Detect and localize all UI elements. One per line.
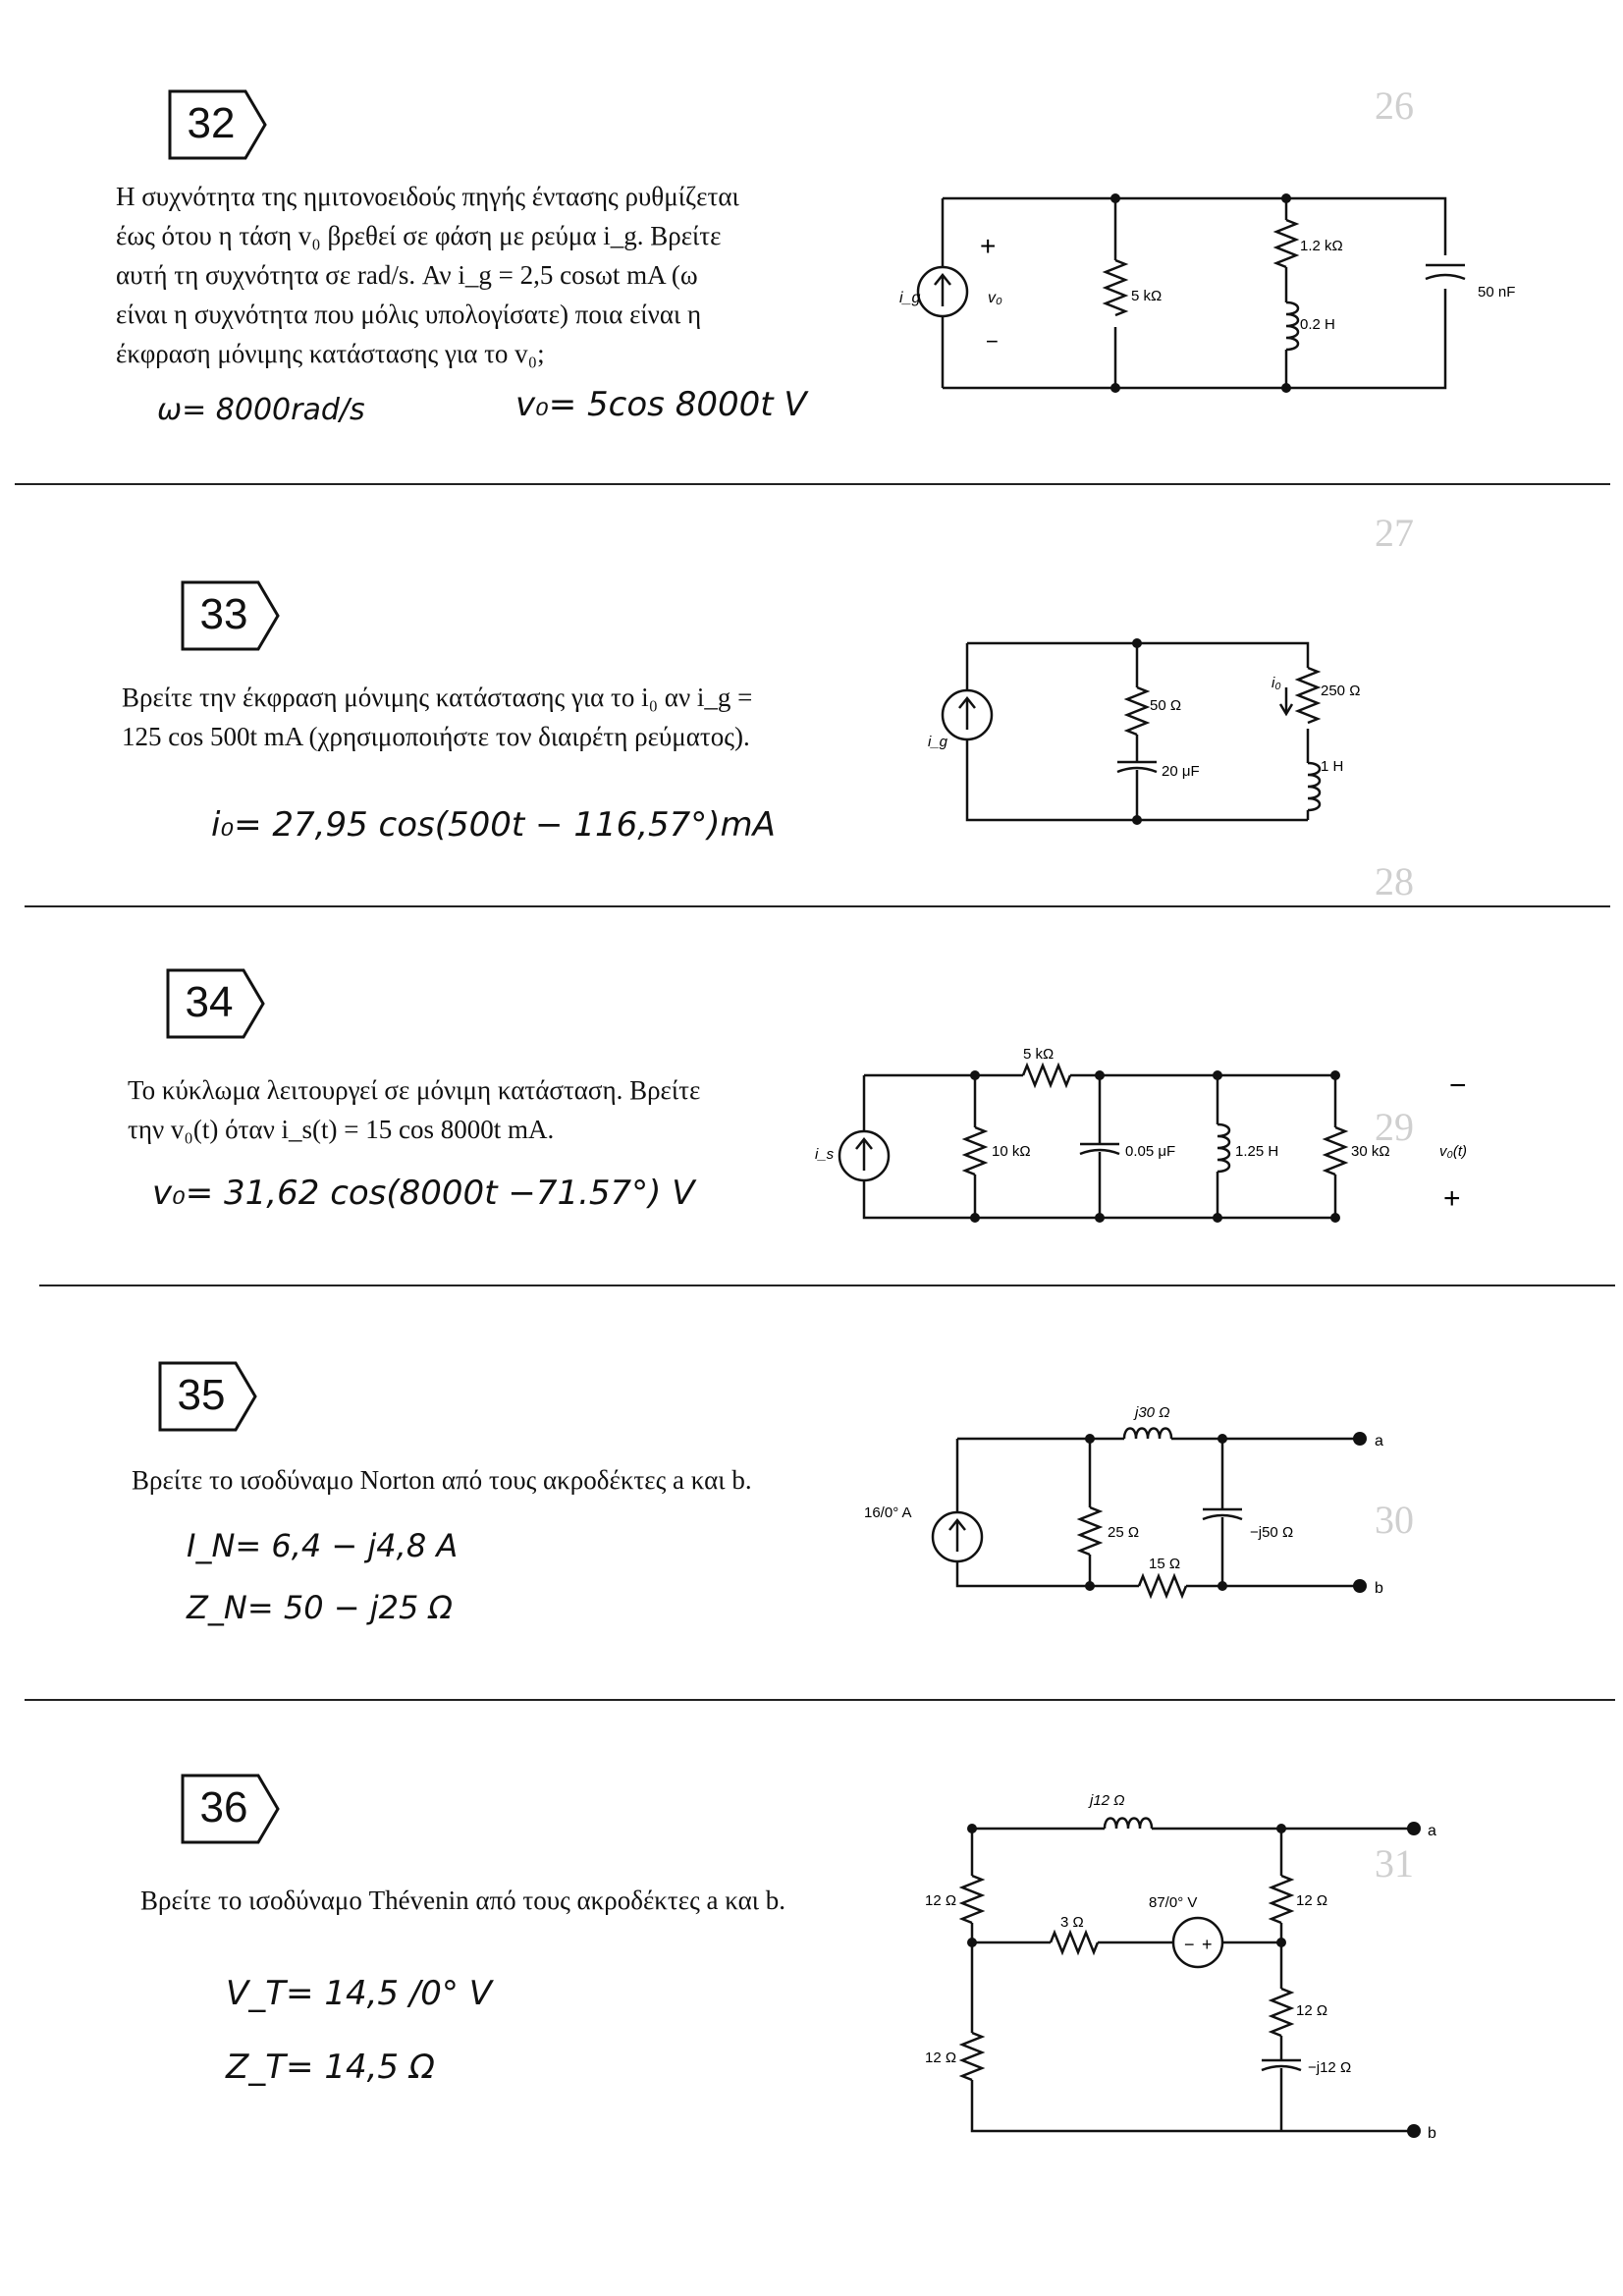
circuit-diagram — [864, 1399, 1414, 1606]
handwritten-answer: V_T= 14,5 /0° V — [226, 1974, 492, 2013]
circuit-label: v₀ — [988, 290, 1002, 306]
problem-number-badge — [180, 1773, 288, 1845]
section-divider — [25, 905, 1610, 907]
circuit-label: i_g — [899, 290, 921, 306]
section-divider — [25, 1699, 1615, 1701]
problem-number-badge — [180, 579, 288, 652]
circuit-label: i_g — [928, 734, 948, 750]
circuit-label: 87/0° V — [1149, 1894, 1198, 1911]
circuit-label: 50 Ω — [1150, 697, 1182, 714]
problem-number: 34 — [185, 978, 234, 1026]
circuit-label: 1 H — [1321, 758, 1344, 775]
terminal-a: a — [1375, 1433, 1383, 1449]
circuit-label: i_s — [815, 1146, 835, 1163]
circuit-label: 12 Ω — [925, 2050, 957, 2066]
circuit-label: 1.2 kΩ — [1300, 238, 1343, 254]
circuit-label: 15 Ω — [1149, 1556, 1181, 1572]
circuit-label: 16/0° A — [864, 1504, 912, 1521]
circuit-label: i₀ — [1271, 675, 1281, 691]
handwritten-answer: v₀= 5cos 8000t V — [515, 385, 807, 424]
problem-number-badge — [167, 88, 275, 161]
circuit-label: + — [1443, 1182, 1461, 1215]
circuit-label: − — [1449, 1069, 1467, 1102]
section-divider — [39, 1285, 1615, 1286]
circuit-label: 1.25 H — [1235, 1143, 1279, 1160]
problem-statement: Το κύκλωμα λειτουργεί σε μόνιμη κατάσταση. Βρείτε την v₀(t) όταν i_s(t) = 15 cos 8000t mA. — [128, 1075, 701, 1144]
circuit-label: 12 Ω — [925, 1892, 957, 1909]
bleed-through-31: 31 — [1375, 1841, 1414, 1886]
circuit-label: 0.2 H — [1300, 316, 1335, 333]
problem-number: 33 — [199, 590, 248, 638]
handwritten-answer: I_N= 6,4 − j4,8 A — [187, 1527, 459, 1564]
problem-number-badge — [157, 1360, 265, 1433]
circuit-label: 12 Ω — [1296, 1892, 1328, 1909]
circuit-label: 5 kΩ — [1131, 288, 1163, 304]
circuit-label: 10 kΩ — [992, 1143, 1031, 1160]
handwritten-answer: ω= 8000rad/s — [157, 393, 365, 427]
terminal-b: b — [1428, 2125, 1436, 2142]
problem-statement: Βρείτε το ισοδύναμο Norton από τους ακροδέκτες a και b. — [132, 1465, 752, 1495]
circuit-label: 12 Ω — [1296, 2002, 1328, 2019]
circuit-label: 50 nF — [1478, 284, 1516, 301]
handwritten-answer: v₀= 31,62 cos(8000t −71.57°) V — [152, 1174, 695, 1213]
problem-number: 36 — [199, 1783, 248, 1831]
section-divider — [15, 483, 1610, 485]
circuit-label: 5 kΩ — [1023, 1046, 1055, 1063]
circuit-diagram — [884, 187, 1522, 422]
circuit-label: + — [1202, 1935, 1213, 1954]
terminal-b: b — [1375, 1580, 1383, 1597]
problem-number: 35 — [177, 1371, 226, 1419]
circuit-label: j12 Ω — [1090, 1792, 1125, 1809]
circuit-label: v₀(t) — [1439, 1143, 1467, 1160]
circuit-label: 250 Ω — [1321, 683, 1361, 699]
problem-statement: Η συχνότητα της ημιτονοειδούς πηγής έντασης ρυθμίζεται έως ότου η τάση v₀ βρεθεί σε φάση με ρεύμα i_g. Βρείτε αυτή τη συχνότητα σε rad/s. Αν i_g = 2,5 cosωt mA (ω είναι η συχνότητα που μόλις υπολογίσατε) ποια είναι η έκφραση μόνιμης κατάστασης για το v₀; — [116, 182, 739, 368]
circuit-label: − — [1184, 1935, 1195, 1954]
problem-number-badge — [165, 967, 273, 1040]
problem-statement: Βρείτε την έκφραση μόνιμης κατάστασης για το i₀ αν i_g = 125 cos 500t mA (χρησιμοποιήστε τον διαιρέτη ρεύματος). — [122, 683, 753, 751]
circuit-label: j30 Ω — [1135, 1404, 1170, 1421]
circuit-label: −j12 Ω — [1308, 2059, 1352, 2076]
circuit-label: −j50 Ω — [1250, 1524, 1294, 1541]
bleed-through-30: 30 — [1375, 1498, 1414, 1542]
circuit-label: 20 μF — [1162, 763, 1200, 780]
bleed-through-26: 26 — [1375, 83, 1414, 128]
bleed-through-29: 29 — [1375, 1105, 1414, 1149]
circuit-label: 3 Ω — [1060, 1914, 1084, 1931]
terminal-a: a — [1428, 1823, 1436, 1839]
problem-number: 32 — [187, 99, 236, 147]
circuit-label: + — [980, 231, 997, 261]
circuit-label: 25 Ω — [1108, 1524, 1140, 1541]
circuit-diagram — [815, 1041, 1483, 1228]
handwritten-answer: i₀= 27,95 cos(500t − 116,57°)mA — [211, 805, 776, 845]
bleed-through-28: 28 — [1375, 859, 1414, 903]
circuit-diagram — [928, 633, 1361, 840]
bleed-through-27: 27 — [1375, 511, 1414, 555]
handwritten-answer: Z_T= 14,5 Ω — [226, 2048, 435, 2087]
handwritten-answer: Z_N= 50 − j25 Ω — [187, 1589, 453, 1626]
circuit-label: 0.05 μF — [1125, 1143, 1176, 1160]
circuit-label: − — [986, 329, 999, 354]
problem-statement: Βρείτε το ισοδύναμο Thévenin από τους ακροδέκτες a και b. — [140, 1886, 786, 1915]
circuit-diagram — [903, 1787, 1463, 2151]
circuit-label: 30 kΩ — [1351, 1143, 1390, 1160]
